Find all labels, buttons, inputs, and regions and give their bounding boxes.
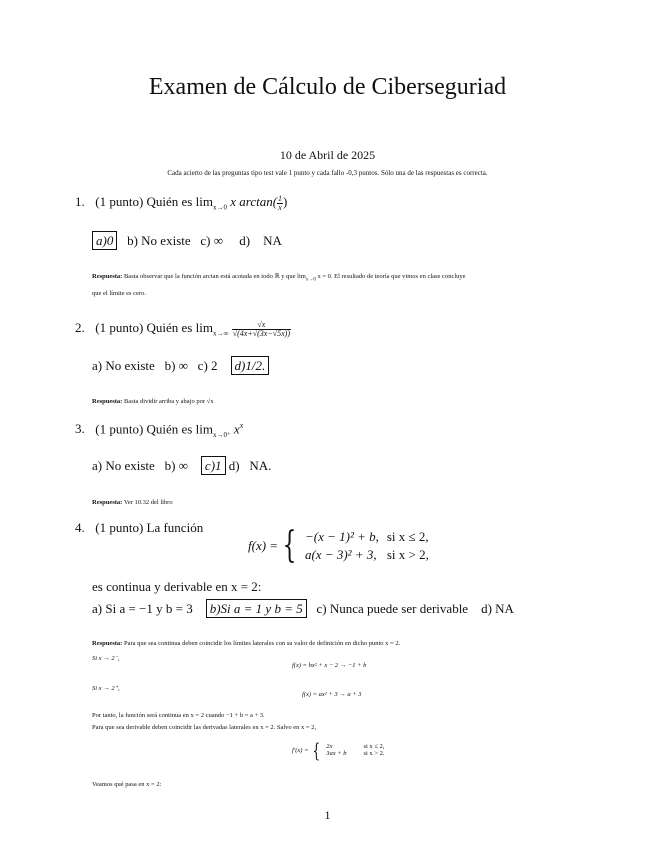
instructions: Cada acierto de las preguntas tipo test vale 1 punto y cada fallo -0,3 puntos. Sólo una de las respuestas es correcta.	[167, 169, 488, 177]
option-c[interactable]: c) 2	[197, 358, 218, 373]
page-title: Examen de Cálculo de Ciberseguriad	[148, 74, 507, 100]
fraction	[232, 321, 291, 338]
d-cond-2: si x > 2.	[363, 750, 385, 757]
d-cond-1: si x ≤ 2,	[363, 743, 385, 750]
option-a[interactable]: a) Si a = −1 y b = 3	[92, 601, 193, 616]
option-d-text: NA.	[249, 458, 272, 473]
question-stem: (1 punto) Quién es lim	[95, 194, 213, 209]
option-c[interactable]: c) ∞	[200, 233, 224, 248]
limit-subscript: x→0	[212, 203, 227, 212]
answer-4	[92, 640, 400, 648]
continuity-statement: es continua y derivable en x = 2:	[92, 579, 262, 594]
option-a[interactable]: a) No existe	[92, 458, 155, 473]
case-2: a(x − 3)² + 3,	[304, 547, 377, 562]
continuity-conclusion: Por tanto, la función será continua en x = 2 cuando −1 + b = a + 3.	[92, 712, 265, 719]
option-c-selected[interactable]: c)1	[201, 456, 226, 475]
question-number: 3.	[75, 421, 85, 437]
answer-label: Respuesta:	[92, 640, 123, 647]
derivative-cases	[323, 743, 387, 757]
question-stem: (1 punto) Quién es lim	[95, 421, 213, 437]
question-4-options	[92, 601, 514, 617]
answer-label: Respuesta:	[92, 273, 123, 280]
answer-1-cont: que el límite es cero.	[92, 290, 146, 297]
cond-2: si x > 2,	[386, 547, 429, 562]
question-stem: (1 punto) Quién es lim	[95, 320, 213, 335]
question-3	[75, 421, 243, 439]
page-number: 1	[324, 808, 331, 822]
derivability-text: Para que sea derivable deben coincidir las derivadas laterales en x = 2. Salvo en x = 2,	[92, 724, 317, 731]
question-number: 1.	[75, 194, 85, 209]
d-case-2: 3ax + b	[326, 750, 347, 757]
limit-subscript: x→0⁺	[212, 430, 231, 439]
option-b-selected[interactable]: b)Si a = 1 y b = 5	[206, 599, 307, 618]
option-a-selected[interactable]: a)0	[92, 231, 117, 250]
question-2	[75, 320, 291, 338]
answer-text: Ver 10.32 del libro	[123, 499, 173, 506]
option-c[interactable]: c) Nunca puede ser derivable	[316, 601, 469, 616]
answer-text: Basta observar que la función arctan está acotada en todo ℝ y que lim	[123, 273, 306, 280]
option-d[interactable]: d) NA	[481, 601, 514, 616]
question-1	[75, 194, 287, 212]
option-b[interactable]: b) ∞	[164, 458, 188, 473]
answer-1	[92, 273, 598, 284]
question-stem: (1 punto) La función	[95, 520, 204, 535]
answer-label: Respuesta:	[92, 499, 123, 506]
answer-text: Basta dividir arriba y abajo por √x	[123, 398, 214, 405]
derivative-lhs: f′(x) =	[292, 746, 309, 754]
answer-text-2: x = 0. El resultado de teoría que vimos en clase concluye	[317, 273, 466, 280]
piecewise-table	[247, 525, 433, 566]
option-b[interactable]: b) ∞	[164, 358, 188, 373]
question-number: 2.	[75, 320, 85, 335]
option-d[interactable]: d)	[228, 458, 240, 473]
question-3-options	[92, 458, 271, 474]
option-a[interactable]: a) No existe	[92, 358, 155, 373]
answer-2	[92, 398, 213, 406]
option-d-selected[interactable]: d)1/2.	[231, 356, 270, 375]
cases	[301, 528, 433, 564]
answer-subscript: x→0	[305, 277, 316, 283]
function-lhs: f(x) =	[248, 538, 279, 553]
option-d[interactable]: d)	[239, 233, 251, 248]
equation-left: f(x) = bx² + x − 2 → −1 + b	[292, 662, 367, 669]
fraction-denominator: x	[278, 202, 282, 212]
closing-paren: )	[283, 194, 288, 209]
d-case-1: 2x	[326, 743, 333, 750]
limit-expression: x arctan(	[230, 194, 278, 209]
fraction-numerator: 1	[278, 193, 283, 203]
final-text: Veamos qué pasa en x = 2:	[92, 781, 162, 788]
limit-left: Si x → 2⁻,	[92, 655, 120, 662]
brace-icon: {	[282, 525, 297, 566]
fraction-denominator: √(4x+√(3x−√5x))	[232, 328, 290, 338]
question-4	[75, 520, 203, 536]
cond-1: si x ≤ 2,	[386, 529, 429, 544]
brace-icon: {	[313, 738, 321, 762]
limit-subscript: x→∞	[212, 329, 229, 338]
question-2-options	[92, 358, 269, 374]
answer-text: Para que sea continua deben coincidir los límites laterales con su valor de definición en dicho punto x = 2.	[123, 640, 401, 647]
derivative-table	[292, 740, 387, 760]
limit-right: Si x → 2⁺,	[92, 685, 120, 692]
fraction-numerator: √x	[232, 321, 291, 330]
option-b[interactable]: b) No existe	[127, 233, 191, 248]
case-1: −(x − 1)² + b,	[304, 529, 379, 544]
question-1-options	[92, 233, 282, 249]
equation-right: f(x) = ax² + 3 → a + 3	[302, 691, 362, 698]
question-number: 4.	[75, 520, 85, 535]
derivative-function	[292, 740, 387, 760]
answer-label: Respuesta:	[92, 398, 123, 405]
exam-date: 10 de Abril de 2025	[279, 148, 376, 162]
answer-3	[92, 499, 173, 507]
piecewise-function	[247, 525, 433, 566]
option-d-text: NA	[263, 233, 282, 248]
exponent: x	[239, 421, 244, 430]
limit-expression: x	[233, 421, 240, 437]
